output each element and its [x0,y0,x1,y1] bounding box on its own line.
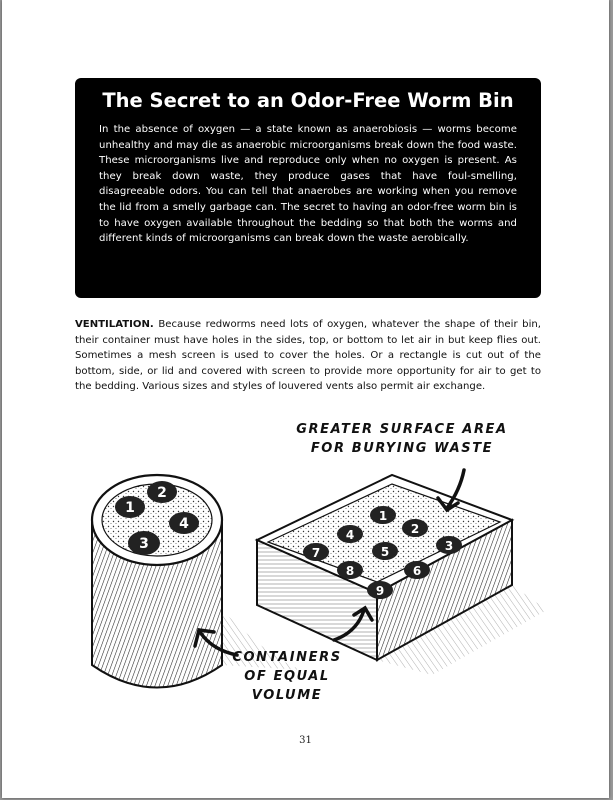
svg-text:5: 5 [380,545,390,559]
book-page [2,0,609,798]
worm-clump [404,561,430,579]
worm-clump [402,519,428,537]
worm-clump [303,543,329,561]
clump-number: 1 [125,500,135,516]
ventilation-text: Because redworms need lots of oxygen, whatever the shape of their bin, their container must have holes in the sides, top, or bottom to let air in but keep flies out. Sometimes a mesh screen is used to cover the holes. Or a rectangle is cut out of the bottom, side, or lid and covered with screen to provide more opportunity for air to get to the bedding. Various sizes and styles of louvered vents also permit air exchange. [75,319,541,393]
ventilation-paragraph [75,317,541,395]
svg-text:6: 6 [412,564,422,578]
worm-clump [169,512,199,534]
svg-text:4: 4 [345,528,355,542]
svg-text:7: 7 [311,546,321,560]
clump-number: 2 [157,485,167,501]
worm-clump [147,481,177,503]
equal-volume-label-line1: CONTAINERS [232,650,342,665]
svg-text:3: 3 [444,539,454,553]
equal-volume-label-line3: VOLUME [251,688,323,703]
surface-area-label-line1: GREATER SURFACE AREA [296,422,508,437]
worm-clump [370,506,396,524]
square-bin [257,475,547,675]
svg-text:8: 8 [345,564,355,578]
page-number: 31 [299,735,312,746]
worm-clump [337,561,363,579]
callout-title: The Secret to an Odor-Free Worm Bin [102,89,514,112]
equal-volume-label-line2: OF EQUAL [244,669,330,684]
callout-body: In the absence of oxygen — a state known as anaerobiosis — worms become unhealthy and may die as anaerobic microorganisms break down the food waste. These microorganisms live and reproduce only when no oxygen is present. As they break down waste, they produce gases that have foul-smelling, disagreeable odors. You can tell that anaerobes are working when you remove the lid from a smelly garbage can. The secret to having an odor-free worm bin is to have oxygen available throughout the bedding so that both the worms and different kinds of microorganisms can break down the waste aerobically. [99,124,517,245]
equal-volume-label [227,648,347,705]
worm-clump [337,525,363,543]
ventilation-heading: VENTILATION. [75,319,154,330]
worm-clump [367,581,393,599]
sidebar-callout-box [75,78,541,298]
svg-text:1: 1 [378,509,388,523]
clump-number: 4 [179,516,189,532]
worm-clump [115,496,145,518]
surface-area-label [287,420,517,458]
worm-clump [436,536,462,554]
svg-text:2: 2 [410,522,420,536]
svg-text:9: 9 [375,584,385,598]
worm-clump [372,542,398,560]
surface-area-label-line2: FOR BURYING WASTE [310,441,494,456]
worm-clump [128,531,160,555]
worm-bin-illustration [72,410,552,710]
clump-number: 3 [139,536,149,552]
